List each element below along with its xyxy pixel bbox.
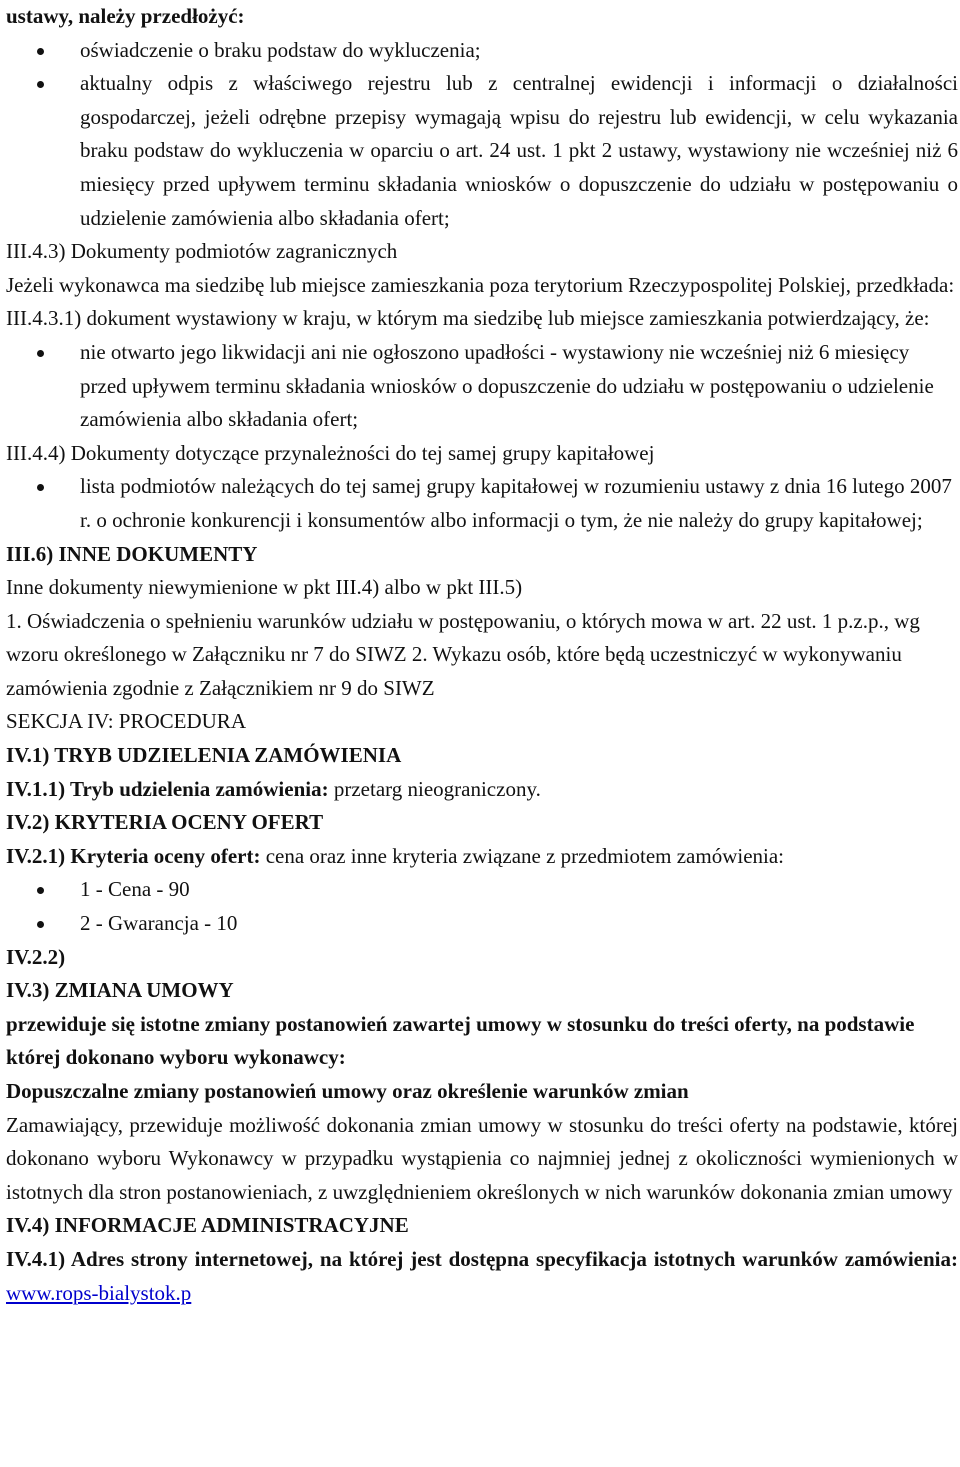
criteria-list [6,873,958,940]
list-item: oświadczenie o braku podstaw do wykluczenia; [6,34,958,68]
section-heading: III.6) INNE DOKUMENTY [6,541,258,566]
lead-heading: ustawy, należy przedłożyć: [6,4,245,28]
paragraph: Zamawiający, przewiduje możliwość dokonania zmian umowy w stosunku do treści oferty na podstawie, której dokonano wyboru Wykonawcy w przypadku wystąpienia co najmniej jednej z okoliczności wymienionych w istotnych dla stron postanowieniach, z uwzględnieniem określonych w nich warunków dokonania zmian umowy [6,1112,958,1204]
bullet-icon [37,921,44,928]
section-heading: IV.2.2) [6,944,66,969]
paragraph: Inne dokumenty niewymienione w pkt III.4) albo w pkt III.5) [6,575,523,600]
document-list-1 [6,34,958,236]
document-list-2 [6,336,958,437]
field-line: IV.2.1) Kryteria oceny ofert: cena oraz inne kryteria związane z przedmiotem zamówienia: [6,843,785,868]
section-heading: III.4.3) Dokumenty podmiotów zagranicznych [6,239,398,264]
section-title: SEKCJA IV: PROCEDURA [6,709,246,734]
list-item: nie otwarto jego likwidacji ani nie ogłoszono upadłości - wystawiony nie wcześniej niż 6 miesięcy przed upływem terminu składania wniosków o dopuszczenie do udziału w postępowaniu o udzielenie zamówienia albo składania ofert; [6,336,958,437]
list-item: 2 - Gwarancja - 10 [6,907,958,941]
sub-heading: Dopuszczalne zmiany postanowień umowy oraz określenie warunków zmian [6,1079,689,1103]
field-line: IV.4.1) Adres strony internetowej, na której jest dostępna specyfikacja istotnych warunków zamówienia: www.rops-bialystok.p [6,1246,958,1305]
spec-website-link[interactable]: www.rops-bialystok.p [6,1280,192,1305]
paragraph: III.4.3.1) dokument wystawiony w kraju, w którym ma siedzibę lub miejsce zamieszkania potwierdzający, że: [6,306,930,331]
bullet-icon [37,81,44,88]
paragraph: 1. Oświadczenia o spełnieniu warunków udziału w postępowaniu, o których mowa w art. 22 ust. 1 p.z.p., wg wzoru określonego w Załączniku nr 7 do SIWZ 2. Wykazu osób, które będą uczestniczyć w wykonywaniu zamówienia zgodnie z Załącznikiem nr 9 do SIWZ [6,608,920,700]
section-heading: IV.4) INFORMACJE ADMINISTRACYJNE [6,1213,409,1238]
field-line: IV.1.1) Tryb udzielenia zamówienia: przetarg nieograniczony. [6,776,541,801]
bullet-icon [37,48,44,55]
bullet-icon [37,484,44,491]
list-item: 1 - Cena - 90 [6,873,958,907]
paragraph: przewiduje się istotne zmiany postanowień zawartej umowy w stosunku do treści oferty, na podstawie której dokonano wyboru wykonawcy: [6,1011,915,1070]
paragraph: Jeżeli wykonawca ma siedzibę lub miejsce zamieszkania poza terytorium Rzeczypospolitej Polskiej, przedkłada: [6,272,955,297]
section-heading: IV.2) KRYTERIA OCENY OFERT [6,810,324,835]
section-heading: IV.1) TRYB UDZIELENIA ZAMÓWIENIA [6,743,402,768]
bullet-icon [37,350,44,357]
document-list-3 [6,470,958,537]
list-item: aktualny odpis z właściwego rejestru lub z centralnej ewidencji i informacji o działalności gospodarczej, jeżeli odrębne przepisy wymagają wpisu do rejestru lub ewidencji, w celu wykazania braku podstaw do wykluczenia w oparciu o art. 24 ust. 1 pkt 2 ustawy, wystawiony nie wcześniej niż 6 miesięcy przed upływem terminu składania wniosków o dopuszczenie do udziału w postępowaniu o udzielenie zamówienia albo składania ofert; [6,67,958,235]
section-heading: III.4.4) Dokumenty dotyczące przynależności do tej samej grupy kapitałowej [6,440,655,465]
list-item: lista podmiotów należących do tej samej grupy kapitałowej w rozumieniu ustawy z dnia 16 lutego 2007 r. o ochronie konkurencji i konsumentów albo informacji o tym, że nie należy do grupy kapitałowej; [6,470,958,537]
section-heading: IV.3) ZMIANA UMOWY [6,978,234,1003]
bullet-icon [37,887,44,894]
